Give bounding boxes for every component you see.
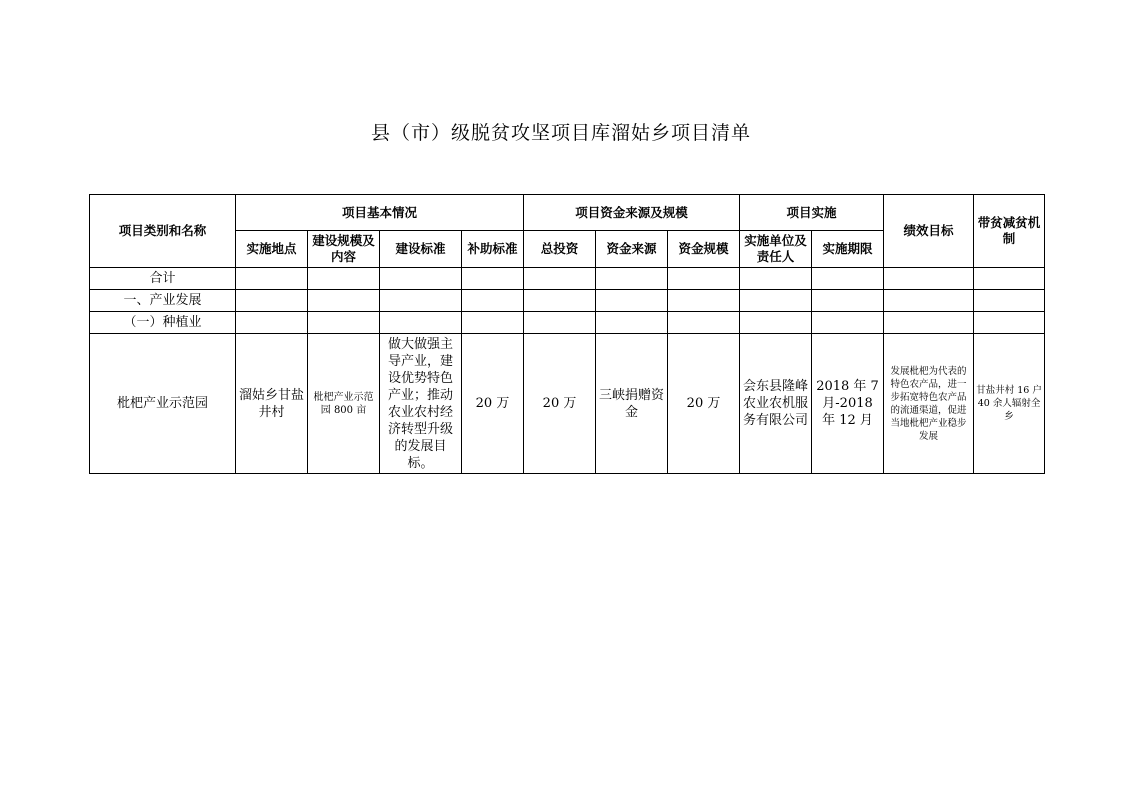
project-table — [89, 194, 1045, 474]
project-standard: 做大做强主导产业，建设优势特色产业；推动农业农村经济转型升级的发展目标。 — [380, 334, 462, 474]
header-fund-source: 资金来源 — [596, 231, 668, 268]
table-row — [90, 268, 1045, 290]
header-total-investment: 总投资 — [524, 231, 596, 268]
project-total-investment: 20 万 — [524, 334, 596, 474]
header-implementation: 项目实施 — [740, 195, 884, 231]
header-fund-scale: 资金规模 — [668, 231, 740, 268]
header-period: 实施期限 — [812, 231, 884, 268]
header-standard: 建设标准 — [380, 231, 462, 268]
table-row — [90, 312, 1045, 334]
row-planting-label: （一）种植业 — [90, 312, 236, 334]
header-unit-responsible: 实施单位及责任人 — [740, 231, 812, 268]
project-poverty-mechanism: 甘盐井村 16 户 40 余人辐射全乡 — [974, 334, 1045, 474]
header-poverty-mechanism: 带贫减贫机制 — [974, 195, 1045, 268]
page-title: 县（市）级脱贫攻坚项目库溜姑乡项目清单 — [370, 122, 751, 144]
table-row — [90, 290, 1045, 312]
table-row — [90, 334, 1045, 474]
header-location: 实施地点 — [236, 231, 308, 268]
project-fund-scale: 20 万 — [668, 334, 740, 474]
row-total-label: 合计 — [90, 268, 236, 290]
header-subsidy-standard: 补助标准 — [462, 231, 524, 268]
header-category-name: 项目类别和名称 — [90, 195, 236, 268]
header-scale-content: 建设规模及内容 — [308, 231, 380, 268]
header-funding: 项目资金来源及规模 — [524, 195, 740, 231]
project-period: 2018 年 7 月-2018 年 12 月 — [812, 334, 884, 474]
project-location: 溜姑乡甘盐井村 — [236, 334, 308, 474]
header-performance: 绩效目标 — [884, 195, 974, 268]
project-fund-source: 三峡捐赠资金 — [596, 334, 668, 474]
project-unit-responsible: 会东县隆峰农业农机服务有限公司 — [740, 334, 812, 474]
row-industry-label: 一、产业发展 — [90, 290, 236, 312]
project-name: 枇杷产业示范园 — [90, 334, 236, 474]
project-scale-content: 枇杷产业示范园 800 亩 — [308, 334, 380, 474]
project-subsidy-standard: 20 万 — [462, 334, 524, 474]
header-basic-info: 项目基本情况 — [236, 195, 524, 231]
project-performance: 发展枇杷为代表的特色农产品，进一步拓宽特色农产品的流通渠道，促进当地枇杷产业稳步发展 — [884, 334, 974, 474]
